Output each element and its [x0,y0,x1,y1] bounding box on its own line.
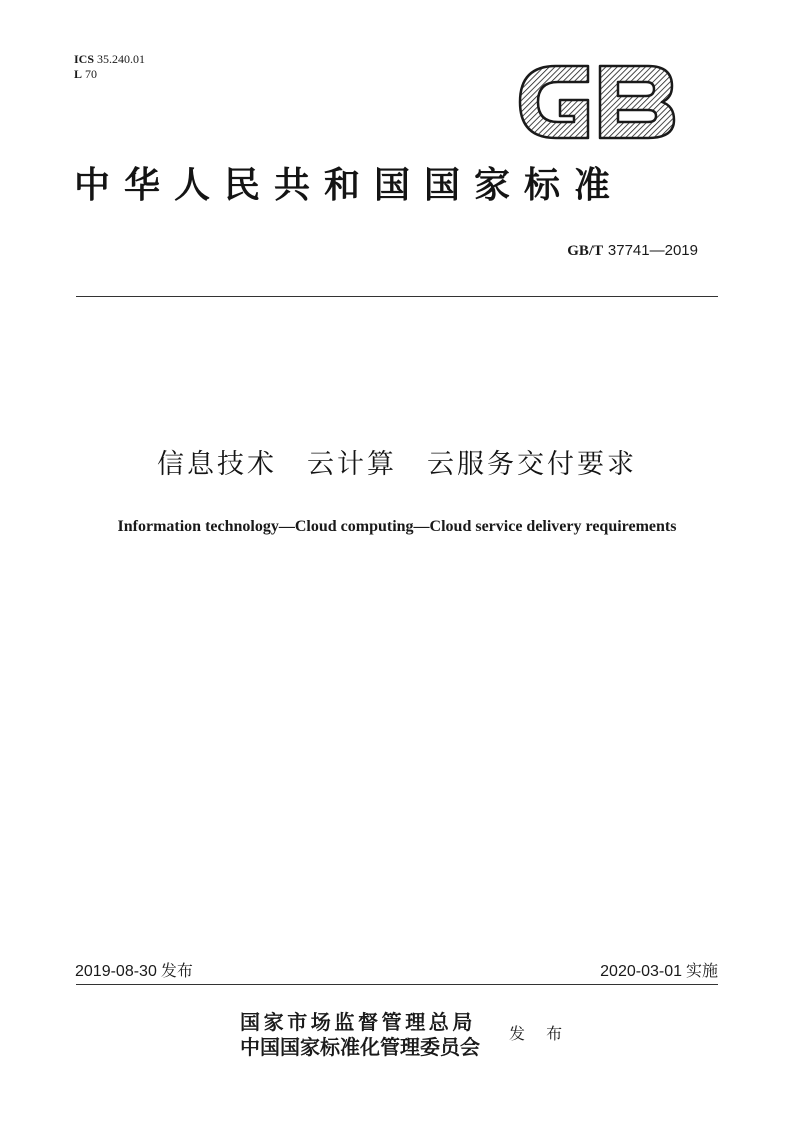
ics-label: ICS [74,52,95,66]
issue-date-action: 发布 [160,961,193,980]
standard-code: GB/T [567,243,604,259]
national-standard-title: 中华人民共和国国家标准 [74,164,625,206]
implementation-date [600,961,718,982]
ccs-value: 70 [85,67,98,81]
issue-date [75,961,193,982]
chinese-title: 信息技术 云计算 云服务交付要求 [157,449,637,480]
ics-value: 35.240.01 [97,52,146,66]
bottom-divider [76,984,718,985]
implementation-date-action: 实施 [685,961,718,980]
english-title: Information technology—Cloud computing—Cloud service delivery requirements [117,518,677,535]
ccs-label: L [74,67,83,81]
issuing-authorities [240,1010,480,1060]
gb-logo-icon [516,60,678,144]
standard-number-value: 37741—2019 [607,242,698,259]
ics-classification [74,52,145,66]
standard-number [567,240,698,261]
implementation-date-value: 2020-03-01 [600,963,682,980]
publish-label: 发 布 [509,1024,571,1043]
issuer-sac: 中国国家标准化管理委员会 [240,1035,480,1059]
top-divider [76,296,718,297]
issue-date-value: 2019-08-30 [75,963,157,980]
ccs-classification [74,67,97,81]
issuer-samr: 国家市场监督管理总局 [240,1010,476,1034]
